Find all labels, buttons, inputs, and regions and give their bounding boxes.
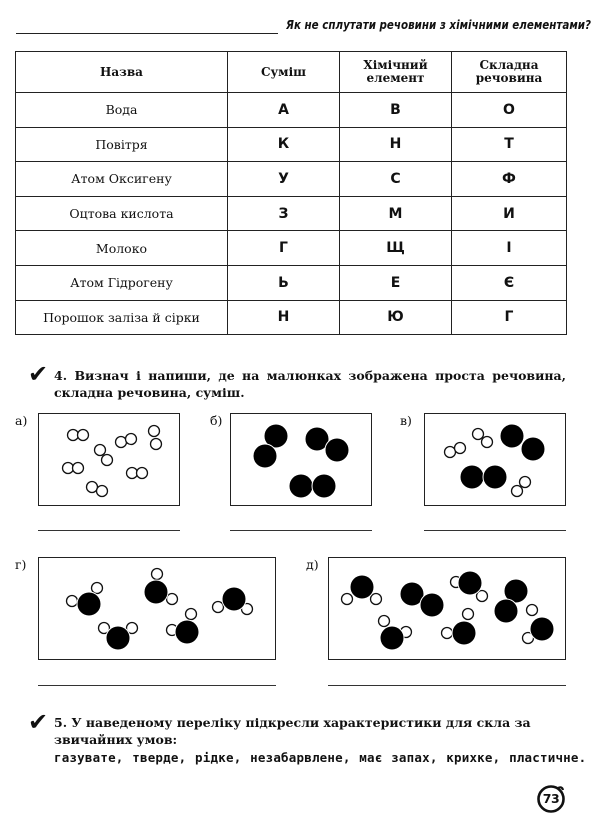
code-compound: Ф	[452, 162, 567, 197]
code-mixture: Н	[228, 300, 340, 335]
panel-c-box	[424, 413, 566, 506]
panel-c-diagram	[425, 414, 567, 507]
code-compound: И	[452, 196, 567, 231]
code-element: Е	[340, 265, 452, 300]
task5-text: 5. У наведеному переліку підкресли характеристики для скла за звичайних умов:	[54, 715, 531, 747]
table-row	[16, 196, 567, 231]
panel-b-answer-line[interactable]	[230, 530, 372, 531]
row-name: Оцтова кислота	[16, 196, 228, 231]
panel-a-diagram	[39, 414, 181, 507]
panel-d-box	[38, 557, 276, 660]
row-name: Вода	[16, 93, 228, 128]
code-mixture: К	[228, 127, 340, 162]
checkmark-icon: ✔	[28, 708, 49, 736]
header-rule	[16, 33, 278, 34]
row-name: Атом Оксигену	[16, 162, 228, 197]
code-mixture: Ь	[228, 265, 340, 300]
row-name: Атом Гідрогену	[16, 265, 228, 300]
code-element: М	[340, 196, 452, 231]
code-element: Ю	[340, 300, 452, 335]
panel-e-diagram	[329, 558, 567, 661]
table-row	[16, 265, 567, 300]
header-mixture: Суміш	[228, 52, 340, 93]
code-mixture: У	[228, 162, 340, 197]
header-element	[340, 52, 452, 93]
page-header-title: Як не сплутати речовини з хімічними елементами?	[286, 18, 592, 32]
code-compound: Є	[452, 265, 567, 300]
checkmark-icon: ✔	[28, 360, 49, 388]
panel-d-letter: г)	[15, 557, 27, 572]
panel-e-letter: д)	[306, 557, 319, 572]
panel-a-answer-line[interactable]	[38, 530, 180, 531]
code-compound: І	[452, 231, 567, 266]
code-mixture: З	[228, 196, 340, 231]
table-row	[16, 231, 567, 266]
code-mixture: Г	[228, 231, 340, 266]
code-element: В	[340, 93, 452, 128]
panel-a-box	[38, 413, 180, 506]
panel-c-answer-line[interactable]	[424, 530, 566, 531]
code-compound: Г	[452, 300, 567, 335]
row-name: Молоко	[16, 231, 228, 266]
panel-d-diagram	[39, 558, 277, 661]
panel-b-box	[230, 413, 372, 506]
substances-table	[15, 51, 567, 335]
table-row	[16, 93, 567, 128]
row-name: Порошок заліза й сірки	[16, 300, 228, 335]
page-number-badge	[536, 784, 566, 814]
code-element: Щ	[340, 231, 452, 266]
code-mixture: А	[228, 93, 340, 128]
header-element-label: Хімічний елемент	[363, 58, 428, 85]
code-element: Н	[340, 127, 452, 162]
row-name: Повітря	[16, 127, 228, 162]
table-row	[16, 127, 567, 162]
code-compound: О	[452, 93, 567, 128]
header-compound-label: Складна речовина	[475, 58, 543, 85]
panel-a-letter: а)	[15, 413, 28, 428]
task4-text: 4. Визнач і напиши, де на малюнках зображена проста речовина, складна речовина, суміш.	[54, 368, 566, 400]
task5-options[interactable]: газувате, тверде, рідке, незабарвлене, має запах, крихке, пластичне.	[54, 750, 587, 765]
header-compound	[452, 52, 567, 93]
panel-d-answer-line[interactable]	[38, 685, 276, 686]
header-name: Назва	[16, 52, 228, 93]
panel-e-box	[328, 557, 566, 660]
code-element: С	[340, 162, 452, 197]
panel-e-answer-line[interactable]	[328, 685, 566, 686]
table-row	[16, 162, 567, 197]
panel-c-letter: в)	[400, 413, 412, 428]
table-header-row	[16, 52, 567, 93]
panel-b-diagram	[231, 414, 373, 507]
code-compound: Т	[452, 127, 567, 162]
page-number: 73	[542, 791, 560, 806]
table-row	[16, 300, 567, 335]
panel-b-letter: б)	[210, 413, 223, 428]
